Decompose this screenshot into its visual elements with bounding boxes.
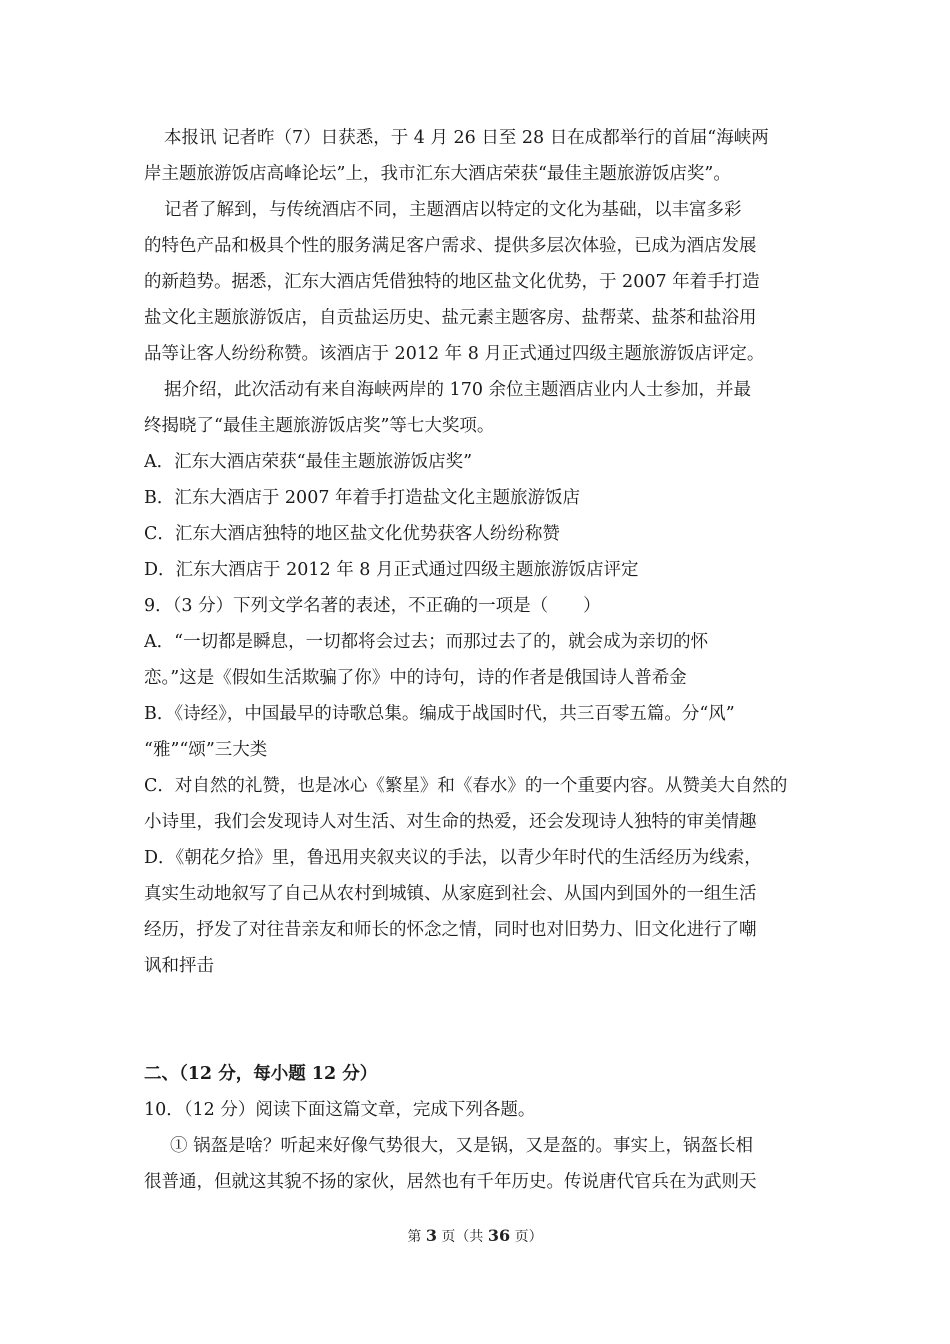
question-9-stem: 9．（3 分）下列文学名著的表述，不正确的一项是（ ） (144, 596, 601, 616)
article-paragraph-line: ① 锅盔是啥？听起来好像气势很大，又是锅，又是盔的。事实上，锅盔长相 (170, 1136, 754, 1156)
passage-line: 盐文化主题旅游饭店，自贡盐运历史、盐元素主题客房、盐帮菜、盐茶和盐浴用 (144, 308, 757, 328)
option-d: D．汇东大酒店于 2012 年 8 月正式通过四级主题旅游饭店评定 (144, 560, 639, 580)
question-9-line: 真实生动地叙写了自己从农村到城镇、从家庭到社会、从国内到国外的一组生活 (144, 884, 757, 904)
page-content (144, 120, 810, 1200)
section-spacer (144, 984, 810, 1056)
article-paragraph-line: 很普通，但就这其貌不扬的家伙，居然也有千年历史。传说唐代官兵在为武则天 (144, 1172, 757, 1192)
option-c: C．汇东大酒店独特的地区盐文化优势获客人纷纷称赞 (144, 524, 560, 544)
question-9-line: C．对自然的礼赞，也是冰心《繁星》和《春水》的一个重要内容。从赞美大自然的 (144, 776, 788, 796)
passage-line: 品等让客人纷纷称赞。该酒店于 2012 年 8 月正式通过四级主题旅游饭店评定。 (144, 344, 765, 364)
passage-line: 据介绍，此次活动有来自海峡两岸的 170 余位主题酒店业内人士参加，并最 (164, 380, 752, 400)
footer-page-number: 3 (425, 1226, 437, 1245)
question-9-line: 经历，抒发了对往昔亲友和师长的怀念之情，同时也对旧势力、旧文化进行了嘲 (144, 920, 757, 940)
passage-line: 记者了解到，与传统酒店不同，主题酒店以特定的文化为基础，以丰富多彩 (164, 200, 742, 220)
question-9-line: A．“一切都是瞬息，一切都将会过去；而那过去了的，就会成为亲切的怀 (144, 632, 709, 652)
option-b: B．汇东大酒店于 2007 年着手打造盐文化主题旅游饭店 (144, 488, 581, 508)
footer-middle: 页（共 (436, 1229, 488, 1245)
option-a: A．汇东大酒店荣获“最佳主题旅游饭店奖” (144, 452, 473, 472)
passage-line: 的特色产品和极具个性的服务满足客户需求、提供多层次体验，已成为酒店发展 (144, 236, 757, 256)
question-9-line: “雅”“颂”三大类 (144, 740, 268, 760)
passage-line: 本报讯 记者昨（7）日获悉，于 4 月 26 日至 28 日在成都举行的首届“海峡两 (164, 128, 769, 148)
page-footer (0, 1226, 950, 1246)
section-heading: 二、（12 分，每小题 12 分） (144, 1064, 378, 1084)
footer-prefix: 第 (407, 1229, 426, 1245)
passage-line: 终揭晓了“最佳主题旅游饭店奖”等七大奖项。 (144, 416, 495, 436)
footer-suffix: 页） (510, 1229, 543, 1245)
question-10-stem: 10．（12 分）阅读下面这篇文章，完成下列各题。 (144, 1100, 536, 1120)
question-9-line: B．《诗经》，中国最早的诗歌总集。编成于战国时代，共三百零五篇。分“风” (144, 704, 735, 724)
passage-line: 的新趋势。据悉，汇东大酒店凭借独特的地区盐文化优势，于 2007 年着手打造 (144, 272, 760, 292)
footer-total-pages: 36 (487, 1226, 511, 1245)
question-9-line: 小诗里，我们会发现诗人对生活、对生命的热爱，还会发现诗人独特的审美情趣 (144, 812, 757, 832)
question-9-line: 讽和抨击 (144, 956, 214, 976)
passage-line: 岸主题旅游饭店高峰论坛”上，我市汇东大酒店荣获“最佳主题旅游饭店奖”。 (144, 164, 731, 184)
question-9-line: D．《朝花夕拾》里，鲁迅用夹叙夹议的手法，以青少年时代的生活经历为线索， (144, 848, 762, 868)
question-9-line: 恋。”这是《假如生活欺骗了你》中的诗句，诗的作者是俄国诗人普希金 (144, 668, 687, 688)
